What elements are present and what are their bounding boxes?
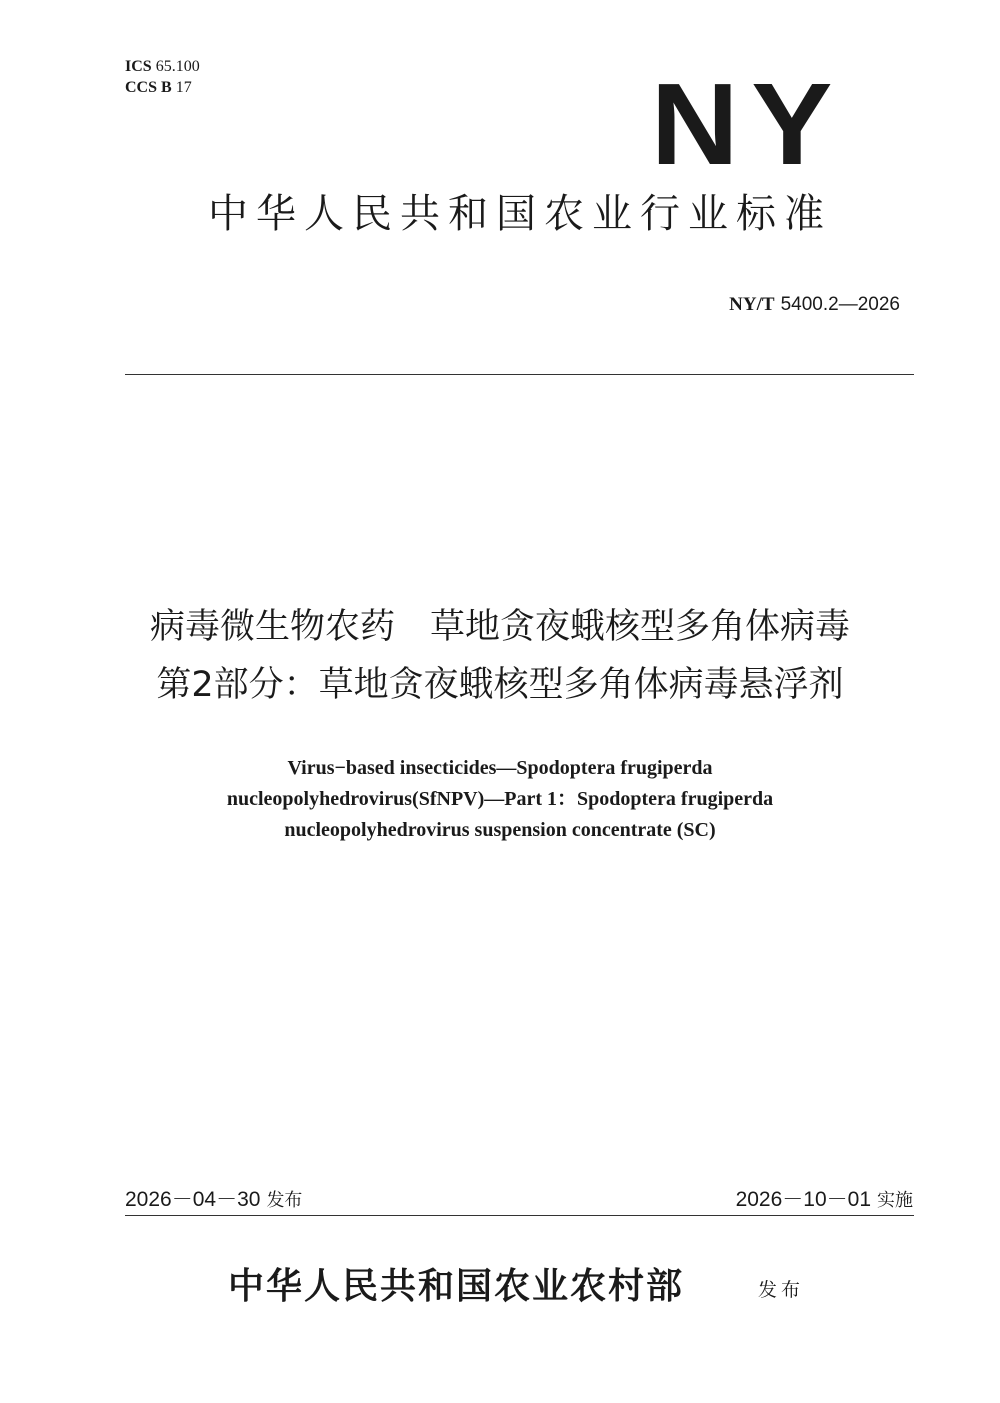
- bottom-divider: [125, 1215, 914, 1216]
- top-divider: [125, 374, 914, 375]
- release-label: 发布: [266, 1190, 303, 1211]
- english-title-line-2: nucleopolyhedrovirus(SfNPV)—Part 1：Spodoptera frugiperda: [226, 788, 774, 810]
- release-date-block: [125, 1183, 302, 1213]
- ccs-value: 17: [175, 79, 192, 96]
- classification-codes: [125, 56, 200, 98]
- ccs-label: CCS B: [125, 79, 172, 96]
- release-date: 2026－04－30: [125, 1188, 261, 1211]
- standard-category-title: 中华人民共和国农业行业标准: [208, 191, 832, 237]
- ny-logo: NY: [650, 59, 845, 189]
- chinese-title-line-2: 第2部分：草地贪夜蛾核型多角体病毒悬浮剂: [156, 665, 844, 705]
- publisher-name: 中华人民共和国农业农村部: [228, 1265, 685, 1307]
- ics-label: ICS: [125, 58, 152, 75]
- effective-date: 2026－10－01: [735, 1188, 871, 1211]
- english-title-line-1: Virus−based insecticides—Spodoptera frugiperda: [287, 757, 713, 779]
- english-title-line-3: nucleopolyhedrovirus suspension concentrate (SC): [284, 819, 716, 841]
- chinese-title-line-1: 病毒微生物农药 草地贪夜蛾核型多角体病毒: [149, 607, 850, 647]
- effective-date-block: [736, 1183, 913, 1213]
- standard-number-prefix: NY/T: [729, 294, 775, 315]
- ics-value: 65.100: [155, 58, 200, 75]
- standard-number: [729, 293, 900, 316]
- standard-number-value: 5400.2—2026: [780, 294, 900, 315]
- publisher-suffix: 发布: [758, 1279, 805, 1301]
- ics-code: [125, 56, 200, 77]
- ccs-code: [125, 77, 200, 98]
- effective-label: 实施: [877, 1190, 913, 1211]
